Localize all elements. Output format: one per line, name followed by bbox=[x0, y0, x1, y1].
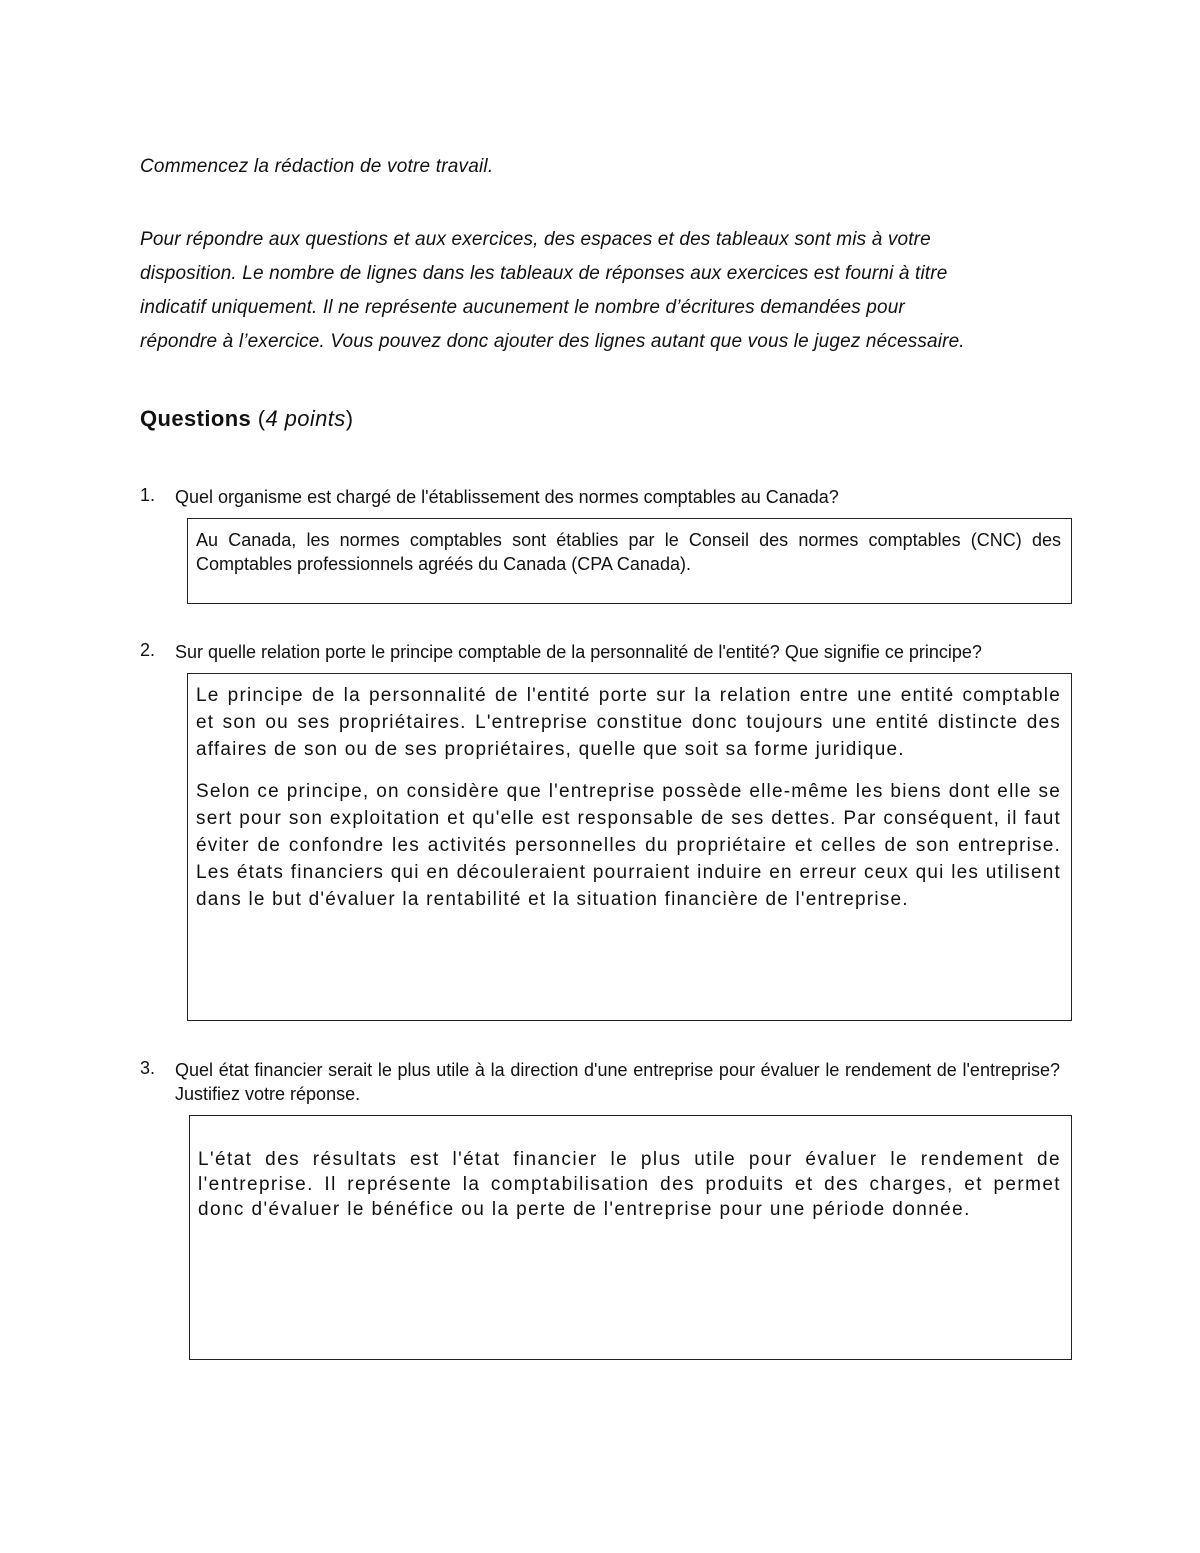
intro-instruction-line: répondre à l’exercice. Vous pouvez donc ajouter des lignes autant que vous le jugez nécessaire. bbox=[140, 331, 965, 352]
section-title: Questions bbox=[140, 406, 252, 431]
answer-2-paragraph: Le principe de la personnalité de l'entité porte sur la relation entre une entité comptable et son ou ses propriétaires. L'entreprise constitue donc toujours une entité distincte des affaires de son ou de ses propriétaires, quelle que soit sa forme juridique. bbox=[196, 685, 1061, 760]
question-1-text: Quel organisme est chargé de l'établissement des normes comptables au Canada? bbox=[175, 487, 839, 507]
intro-start-line: Commencez la rédaction de votre travail. bbox=[140, 156, 494, 177]
question-2-text: Sur quelle relation porte le principe comptable de la personnalité de l'entité? Que signifie ce principe? bbox=[175, 642, 982, 662]
answer-2-box[interactable] bbox=[187, 673, 1072, 1021]
question-1-number: 1. bbox=[140, 485, 156, 505]
question-3-number: 3. bbox=[140, 1058, 156, 1078]
answer-1-box[interactable] bbox=[187, 518, 1072, 604]
points-close-paren: ) bbox=[345, 406, 354, 431]
intro-instruction-line: Pour répondre aux questions et aux exercices, des espaces et des tableaux sont mis à votre bbox=[140, 229, 931, 250]
intro-instruction-line: indicatif uniquement. Il ne représente aucunement le nombre d’écritures demandées pour bbox=[140, 297, 905, 318]
answer-1-text: Au Canada, les normes comptables sont établies par le Conseil des normes comptables (CNC) des Comptables professionnels agréés du Canada (CPA Canada). bbox=[196, 530, 1061, 574]
answer-2-paragraph: Selon ce principe, on considère que l'entreprise possède elle-même les biens dont elle se sert pour son exploitation et qu'elle est responsable de ses dettes. Par conséquent, il faut éviter de confondre les activités personnelles du propriétaire et celles de son entreprise. Les états financiers qui en découleraient pourraient induire en erreur ceux qui les utilisent dans le but d'évaluer la rentabilité et la situation financière de l'entreprise. bbox=[196, 781, 1061, 910]
intro-instructions bbox=[140, 223, 1080, 359]
question-2-number: 2. bbox=[140, 640, 156, 660]
section-points: 4 points bbox=[265, 406, 346, 431]
question-3-text: Quel état financier serait le plus utile à la direction d'une entreprise pour évaluer le rendement de l'entreprise? Justifiez votre réponse. bbox=[175, 1060, 1060, 1104]
points-open-paren: ( bbox=[251, 406, 266, 431]
intro-instruction-line: disposition. Le nombre de lignes dans les tableaux de réponses aux exercices est fourni à titre bbox=[140, 263, 948, 284]
answer-3-text: L'état des résultats est l'état financier le plus utile pour évaluer le rendement de l'entreprise. Il représente la comptabilisation des produits et des charges, et permet donc d'évaluer le bénéfice ou la perte de l'entreprise pour une période donnée. bbox=[198, 1149, 1061, 1220]
answer-2-text bbox=[196, 682, 1061, 928]
section-heading bbox=[140, 406, 353, 432]
answer-3-box[interactable] bbox=[189, 1115, 1072, 1360]
